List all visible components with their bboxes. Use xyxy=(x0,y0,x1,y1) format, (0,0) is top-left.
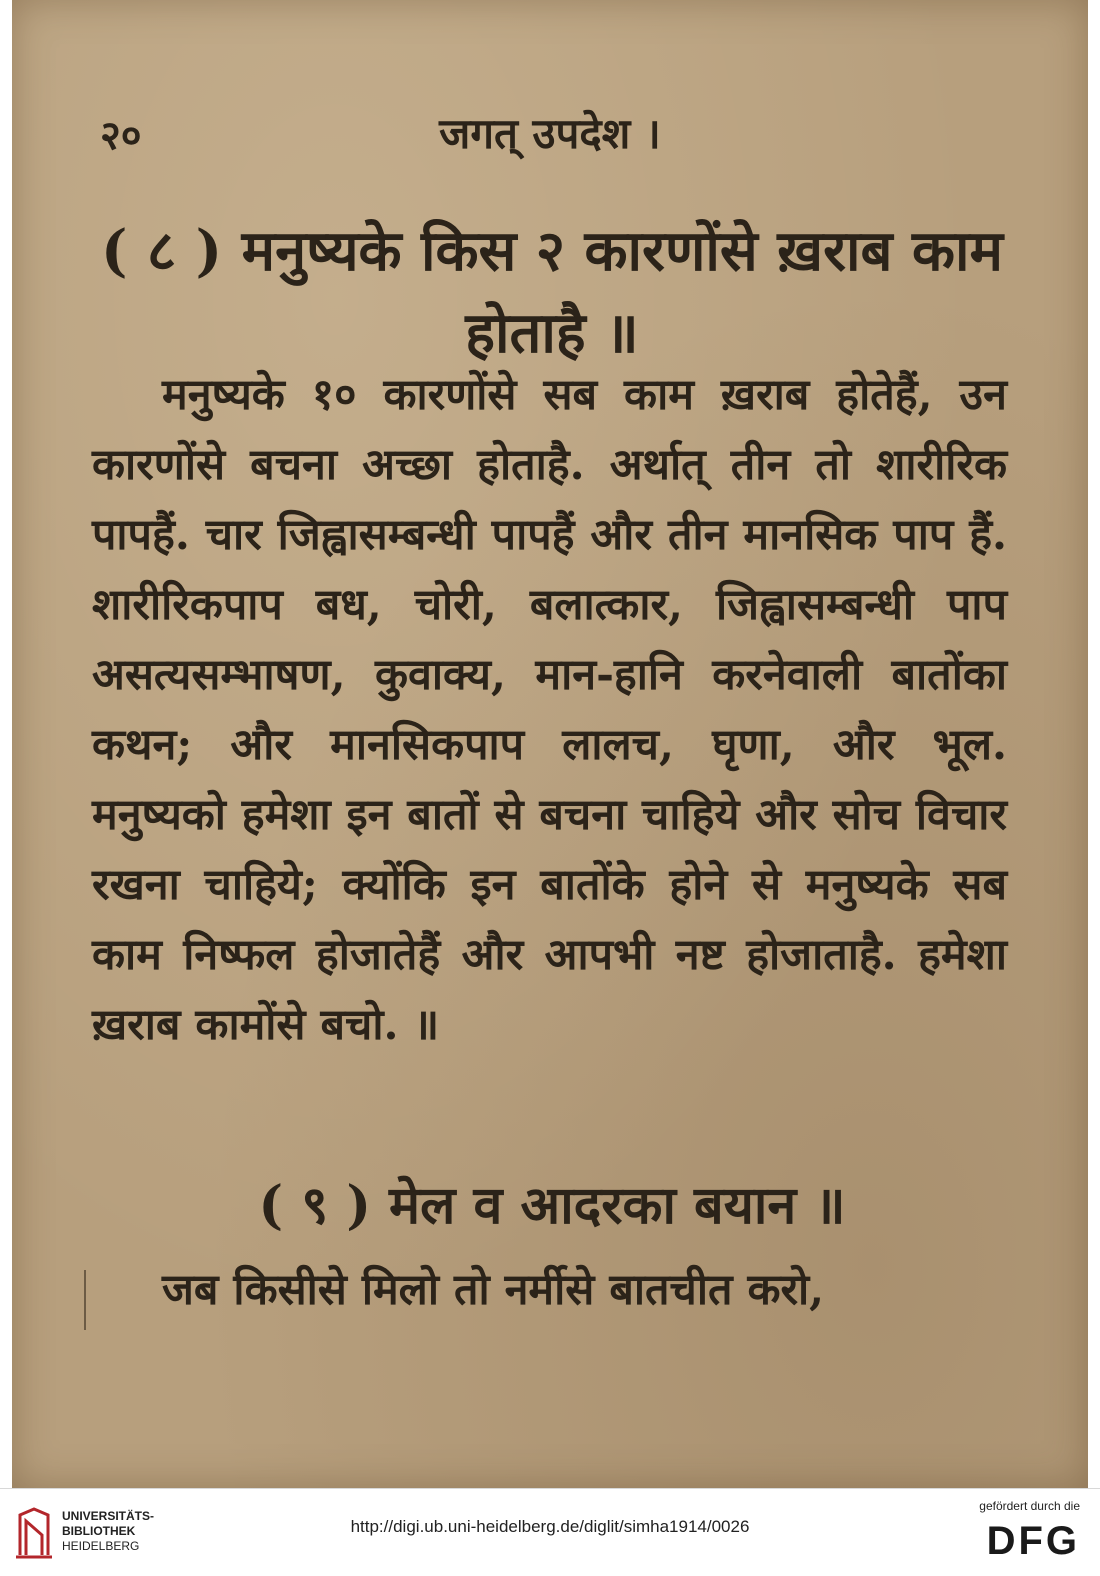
permalink-url[interactable]: http://digi.ub.uni-heidelberg.de/diglit/simha1914/0026 xyxy=(350,1517,750,1536)
scanned-page xyxy=(12,0,1088,1488)
section-8-paragraph: मनुष्यके १० कारणोंसे सब काम ख़राब होतेहैं, उन कारणोंसे बचना अच्छा होताहै. अर्थात् तीन तो शारीरिक पापहैं. चार जिह्वासम्बन्धी पापहैं और तीन मानसिक पाप हैं. शारीरिकपाप बध, चोरी, बलात्कार, जिह्वासम्बन्धी पाप असत्यसम्भाषण, कुवाक्य, मान-हानि करनेवाली बातोंका कथन; और मानसिकपाप लालच, घृणा, और भूल. मनुष्यको हमेशा इन बातों से बचना चाहिये और सोच विचार रखना चाहिये; क्योंकि इन बातोंके होने से मनुष्यके सब काम निष्फल होजातेहैं और आपभी नष्ट होजाताहै. हमेशा ख़राब कामोंसे बचो. ॥ xyxy=(92,370,1007,1050)
page-header xyxy=(12,100,1088,160)
library-name-line3: HEIDELBERG xyxy=(62,1539,140,1553)
running-title: जगत् उपदेश । xyxy=(439,109,661,158)
dfg-logo: DFG xyxy=(986,1519,1080,1563)
funding-label: gefördert durch die xyxy=(979,1499,1080,1513)
library-name-line2: BIBLIOTHEK xyxy=(62,1524,136,1538)
section-8-heading: ( ८ ) मनुष्यके किस २ कारणोंसे ख़राब काम होताहै ॥ xyxy=(101,218,1003,366)
section-9-paragraph: जब किसीसे मिलो तो नर्मीसे बातचीत करो, xyxy=(162,1265,825,1315)
margin-mark xyxy=(84,1270,86,1330)
library-name-line1: UNIVERSITÄTS- xyxy=(62,1509,155,1523)
footer-bar xyxy=(0,1488,1100,1576)
section-9-heading: ( ९ ) मेल व आदरका बयान ॥ xyxy=(258,1175,846,1236)
page-number: २० xyxy=(100,112,142,159)
